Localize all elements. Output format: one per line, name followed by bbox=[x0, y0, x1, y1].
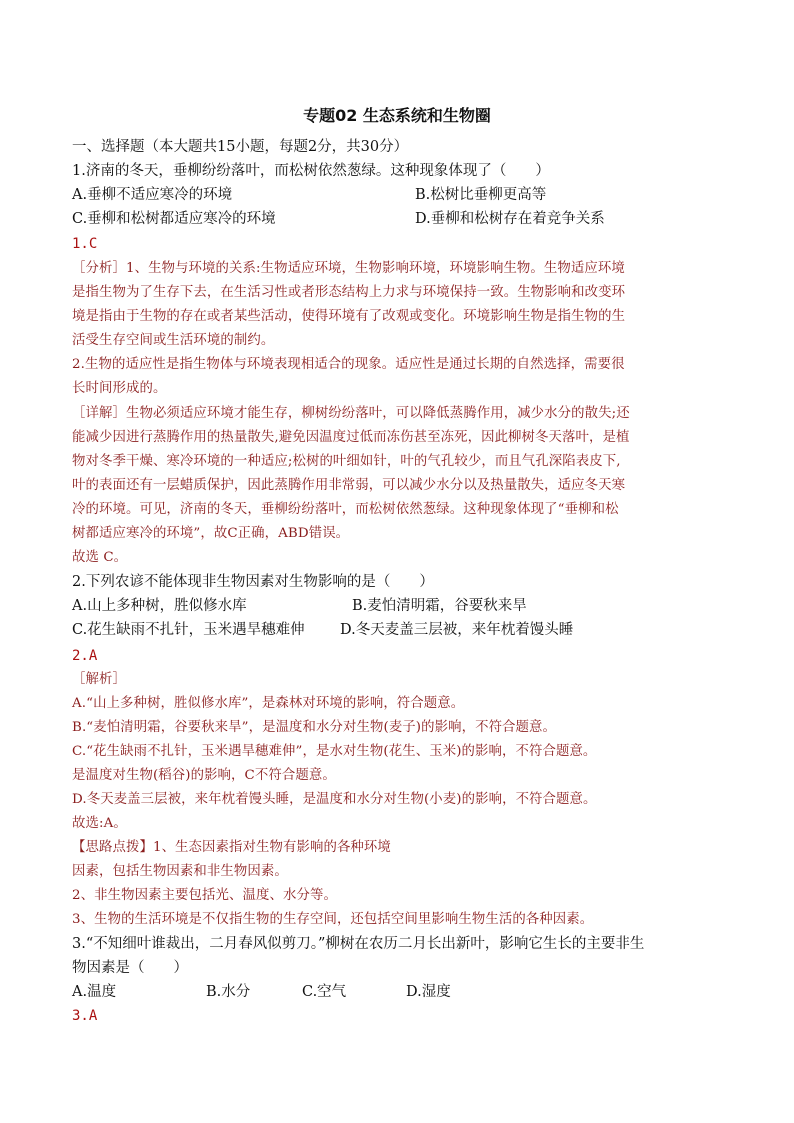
q1-analysis-line-1: ［分析］1、生物与环境的关系:生物适应环境，生物影响环境，环境影响生物。生物适应环境 bbox=[72, 261, 625, 276]
q1-detail-line-5: 冷的环境。可见，济南的冬天，垂柳纷纷落叶，而松树依然葱绿。这种现象体现了“垂柳和松 bbox=[72, 502, 619, 517]
q1-stem: 1.济南的冬天，垂柳纷纷落叶，而松树依然葱绿。这种现象体现了（ ） bbox=[72, 163, 550, 179]
q2-analysis-line-3: C.“花生缺雨不扎针，玉米遇旱穗难伸”，是水对生物(花生、玉米)的影响，不符合题意。 bbox=[72, 744, 597, 759]
q2-option-c[interactable]: C.花生缺雨不扎针，玉米遇旱穗难伸 bbox=[72, 622, 305, 638]
q3-option-a[interactable]: A.温度 bbox=[72, 984, 117, 1000]
q3-option-c[interactable]: C.空气 bbox=[302, 984, 347, 1000]
q1-analysis-line-3: 境是指由于生物的存在或者某些活动，使得环境有了改观或变化。环境影响生物是指生物的生 bbox=[72, 309, 626, 324]
q2-tip-line-1: 【思路点拨】1、生态因素指对生物有影响的各种环境 bbox=[72, 840, 391, 855]
q1-detail-line-6: 树都适应寒冷的环境”，故C正确，ABD错误。 bbox=[72, 526, 350, 541]
q1-options-row1 bbox=[72, 185, 722, 205]
q3-stem-line-2: 物因素是（ ） bbox=[72, 960, 188, 976]
q3-stem-line-1: 3.“不知细叶谁裁出，二月春风似剪刀。”柳树在农历二月长出新叶，影响它生长的主要非生 bbox=[72, 936, 645, 952]
q2-tip-line-2: 因素，包括生物因素和非生物因素。 bbox=[72, 864, 288, 879]
q1-option-c[interactable]: C.垂柳和松树都适应寒冷的环境 bbox=[72, 211, 276, 227]
q1-option-d[interactable]: D.垂柳和松树存在着竞争关系 bbox=[415, 211, 605, 227]
q1-options-row2 bbox=[72, 209, 722, 229]
q1-option-b[interactable]: B.松树比垂柳更高等 bbox=[415, 187, 547, 203]
q2-analysis-line-4: 是温度对生物(稻谷)的影响，C不符合题意。 bbox=[72, 768, 336, 783]
q2-tip-line-4: 3、生物的生活环境是不仅指生物的生存空间，还包括空间里影响生物生活的各种因素。 bbox=[72, 912, 594, 927]
q1-answer: 1.C bbox=[72, 236, 98, 252]
q3-answer: 3.A bbox=[72, 1008, 98, 1024]
page-title: 专题02 生态系统和生物圈 bbox=[303, 106, 491, 125]
q2-answer: 2.A bbox=[72, 648, 98, 664]
q2-options-row1 bbox=[72, 596, 722, 616]
q1-choose: 故选 C。 bbox=[72, 550, 128, 565]
q3-options-row bbox=[72, 982, 722, 1002]
q2-choose: 故选:A。 bbox=[72, 816, 127, 831]
q2-analysis-line-1: A.“山上多种树，胜似修水库”，是森林对环境的影响，符合题意。 bbox=[72, 696, 465, 711]
q1-detail-line-2: 能减少因进行蒸腾作用的热量散失,避免因温度过低而冻伤甚至冻死，因此柳树冬天落叶，是植 bbox=[72, 430, 630, 445]
q3-option-b[interactable]: B.水分 bbox=[206, 984, 251, 1000]
q2-stem: 2.下列农谚不能体现非生物因素对生物影响的是（ ） bbox=[72, 574, 434, 590]
q2-tip-line-3: 2、非生物因素主要包括光、温度、水分等。 bbox=[72, 888, 337, 903]
q2-options-row2 bbox=[72, 620, 722, 640]
q1-analysis-line-5: 2.生物的适应性是指生物体与环境表现相适合的现象。适应性是通过长期的自然选择，需要很 bbox=[72, 357, 625, 372]
q2-option-d[interactable]: D.冬天麦盖三层被，来年枕着馒头睡 bbox=[340, 622, 574, 638]
q1-detail-line-1: ［详解］生物必须适应环境才能生存，柳树纷纷落叶，可以降低蒸腾作用，减少水分的散失;还 bbox=[72, 406, 630, 421]
q2-analysis-head: ［解析］ bbox=[72, 672, 126, 687]
q1-option-a[interactable]: A.垂柳不适应寒冷的环境 bbox=[72, 187, 233, 203]
q2-analysis-line-2: B.“麦怕清明霜，谷要秋来旱”，是温度和水分对生物(麦子)的影响，不符合题意。 bbox=[72, 720, 557, 735]
q1-detail-line-3: 物对冬季干燥、寒冷环境的一种适应;松树的叶细如针，叶的气孔较少，而且气孔深陷表皮下, bbox=[72, 454, 621, 469]
section-heading: 一、选择题（本大题共15小题，每题2分，共30分） bbox=[72, 139, 409, 155]
q1-analysis-line-2: 是指生物为了生存下去，在生活习性或者形态结构上力求与环境保持一致。生物影响和改变环 bbox=[72, 285, 626, 300]
q2-option-a[interactable]: A.山上多种树，胜似修水库 bbox=[72, 598, 247, 614]
q1-analysis-line-4: 活受生存空间或生活环境的制约。 bbox=[72, 333, 275, 348]
q1-detail-line-4: 叶的表面还有一层蜡质保护，因此蒸腾作用非常弱，可以减少水分以及热量散失，适应冬天寒 bbox=[72, 478, 626, 493]
q2-option-b[interactable]: B.麦怕清明霜，谷要秋来旱 bbox=[352, 598, 527, 614]
q2-analysis-line-5: D.冬天麦盖三层被，来年枕着馒头睡，是温度和水分对生物(小麦)的影响，不符合题意。 bbox=[72, 792, 597, 807]
q1-analysis-line-6: 长时间形成的。 bbox=[72, 381, 167, 396]
q3-option-d[interactable]: D.湿度 bbox=[406, 984, 451, 1000]
